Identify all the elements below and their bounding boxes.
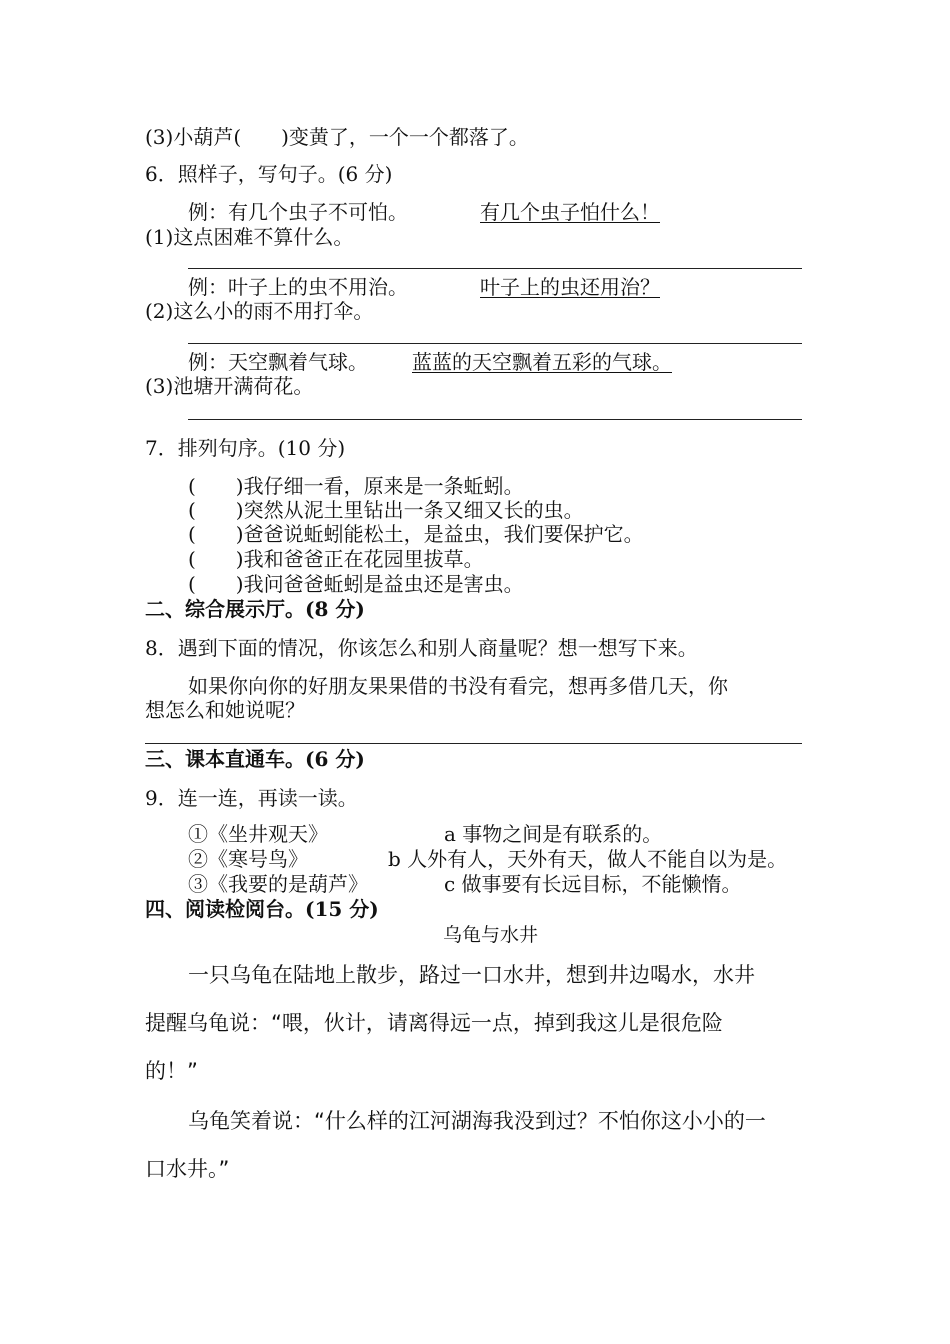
story-line-4: 乌龟笑着说：“什么样的江河湖海我没到过？不怕你这小小的一 <box>188 1109 766 1133</box>
q6-answer-line-1[interactable] <box>188 268 802 269</box>
q6-answer-line-2[interactable] <box>188 343 802 344</box>
story-title: 乌龟与水井 <box>443 924 539 946</box>
story-line-5: 口水井。” <box>145 1157 230 1181</box>
q6-prompt-3: (3)池塘开满荷花。 <box>145 374 314 398</box>
q6-example-2-answer: 叶子上的虫还用治？ <box>480 275 660 299</box>
q6-prompt-1: (1)这点困难不算什么。 <box>145 225 354 249</box>
q7-item-3: ( )爸爸说蚯蚓能松土，是益虫，我们要保护它。 <box>188 522 644 546</box>
q9-right-item-b: b 人外有人，天外有天，做人不能自以为是。 <box>388 847 788 871</box>
section-4-heading: 四、阅读检阅台。(15 分) <box>145 897 379 921</box>
q6-title: 6．照样子，写句子。(6 分) <box>145 162 393 186</box>
story-line-3: 的！” <box>145 1059 198 1083</box>
q7-item-5: ( )我问爸爸蚯蚓是益虫还是害虫。 <box>188 572 524 596</box>
q7-item-4: ( )我和爸爸正在花园里拔草。 <box>188 547 484 571</box>
q9-left-item-2: ②《寒号鸟》 <box>188 847 308 871</box>
q8-answer-line[interactable] <box>145 743 802 744</box>
q7-title: 7．排列句序。(10 分) <box>145 436 346 460</box>
q8-scenario-line-2: 想怎么和她说呢？ <box>145 698 305 722</box>
q6-example-3-label: 例：天空飘着气球。 <box>188 350 368 374</box>
q9-right-item-a: a 事物之间是有联系的。 <box>444 822 663 846</box>
q8-scenario-line-1: 如果你向你的好朋友果果借的书没有看完，想再多借几天，你 <box>188 674 728 698</box>
q5-item-3: (3)小葫芦( )变黄了，一个一个都落了。 <box>145 125 529 149</box>
q9-right-item-c: c 做事要有长远目标，不能懒惰。 <box>444 872 742 896</box>
q6-example-2-label: 例：叶子上的虫不用治。 <box>188 275 408 299</box>
q6-example-1-label: 例：有几个虫子不可怕。 <box>188 200 408 224</box>
q7-item-1: ( )我仔细一看，原来是一条蚯蚓。 <box>188 474 524 498</box>
q6-example-1-answer: 有几个虫子怕什么！ <box>480 200 660 224</box>
q7-item-2: ( )突然从泥土里钻出一条又细又长的虫。 <box>188 498 584 522</box>
section-3-heading: 三、课本直通车。(6 分) <box>145 747 365 771</box>
story-line-2: 提醒乌龟说：“喂，伙计，请离得远一点，掉到我这儿是很危险 <box>145 1011 723 1035</box>
section-2-heading: 二、综合展示厅。(8 分) <box>145 597 365 621</box>
q9-left-item-1: ①《坐井观天》 <box>188 822 328 846</box>
q6-prompt-2: (2)这么小的雨不用打伞。 <box>145 299 374 323</box>
q6-answer-line-3[interactable] <box>188 419 802 420</box>
q9-left-item-3: ③《我要的是葫芦》 <box>188 872 368 896</box>
story-line-1: 一只乌龟在陆地上散步，路过一口水井，想到井边喝水，水井 <box>188 963 755 987</box>
q8-title: 8．遇到下面的情况，你该怎么和别人商量呢？想一想写下来。 <box>145 636 698 660</box>
q9-title: 9．连一连，再读一读。 <box>145 786 358 810</box>
q6-example-3-answer: 蓝蓝的天空飘着五彩的气球。 <box>412 350 672 374</box>
